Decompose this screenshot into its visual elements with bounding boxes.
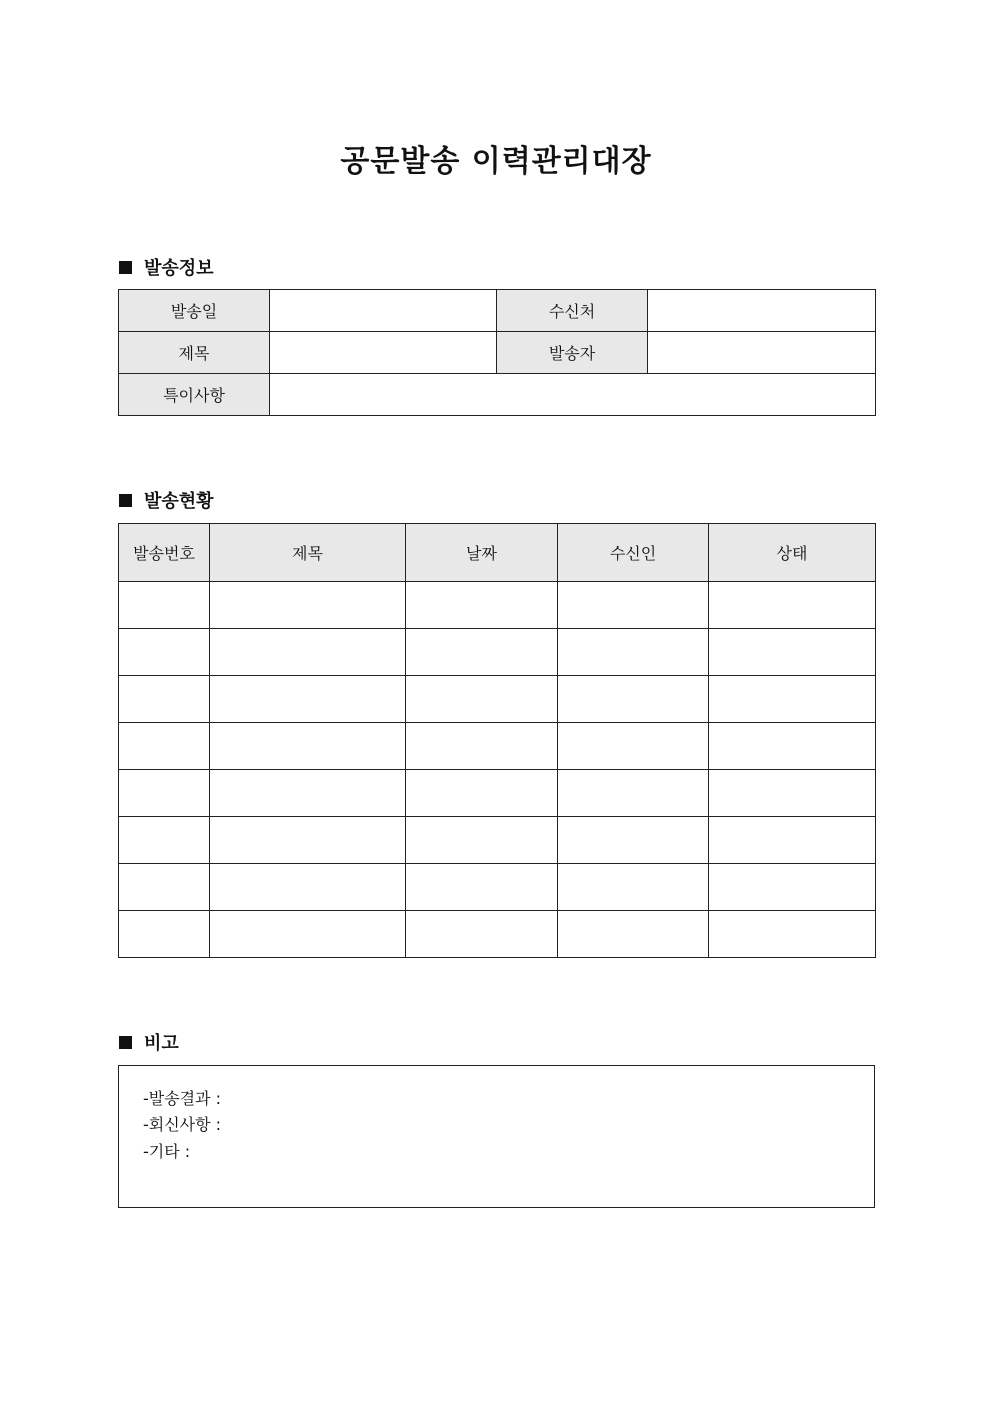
send-status-heading xyxy=(119,487,214,513)
table-cell[interactable] xyxy=(406,582,558,629)
table-row xyxy=(119,723,876,770)
table-cell[interactable] xyxy=(210,864,406,911)
table-cell[interactable] xyxy=(558,629,709,676)
send-status-table xyxy=(118,523,876,958)
table-cell[interactable] xyxy=(709,629,876,676)
table-cell[interactable] xyxy=(406,676,558,723)
col-header-date: 날짜 xyxy=(406,524,558,582)
table-cell[interactable] xyxy=(119,629,210,676)
send-info-table xyxy=(118,289,876,416)
col-header-send-number: 발송번호 xyxy=(119,524,210,582)
recipient-label: 수신처 xyxy=(497,290,648,332)
table-cell[interactable] xyxy=(119,582,210,629)
note-other: -기타 : xyxy=(143,1142,191,1161)
note-send-result: -발송결과 : xyxy=(143,1089,222,1108)
send-date-label: 발송일 xyxy=(119,290,270,332)
notes-box[interactable] xyxy=(118,1065,875,1208)
table-cell[interactable] xyxy=(406,723,558,770)
table-row xyxy=(119,911,876,958)
table-cell[interactable] xyxy=(119,911,210,958)
table-cell[interactable] xyxy=(406,770,558,817)
table-cell[interactable] xyxy=(210,676,406,723)
send-info-heading xyxy=(119,254,214,280)
table-cell[interactable] xyxy=(709,817,876,864)
table-cell[interactable] xyxy=(210,582,406,629)
table-cell[interactable] xyxy=(709,864,876,911)
table-cell[interactable] xyxy=(406,864,558,911)
table-cell[interactable] xyxy=(709,582,876,629)
table-cell[interactable] xyxy=(558,817,709,864)
table-cell[interactable] xyxy=(558,582,709,629)
table-cell[interactable] xyxy=(558,864,709,911)
table-cell[interactable] xyxy=(210,911,406,958)
remarks-label: 특이사항 xyxy=(119,374,270,416)
table-cell[interactable] xyxy=(709,911,876,958)
sender-field[interactable] xyxy=(648,332,876,374)
page-title: 공문발송 이력관리대장 xyxy=(340,144,652,179)
table-cell[interactable] xyxy=(119,770,210,817)
table-cell[interactable] xyxy=(709,676,876,723)
table-row xyxy=(119,676,876,723)
table-cell[interactable] xyxy=(406,911,558,958)
col-header-status: 상태 xyxy=(709,524,876,582)
send-info-heading-label: 발송정보 xyxy=(144,258,214,279)
subject-label: 제목 xyxy=(119,332,270,374)
square-bullet-icon xyxy=(119,494,132,507)
table-cell[interactable] xyxy=(406,817,558,864)
square-bullet-icon xyxy=(119,261,132,274)
square-bullet-icon xyxy=(119,1036,132,1049)
notes-heading-label: 비고 xyxy=(144,1033,179,1054)
col-header-recipient: 수신인 xyxy=(558,524,709,582)
table-cell[interactable] xyxy=(119,817,210,864)
table-cell[interactable] xyxy=(210,629,406,676)
table-cell[interactable] xyxy=(119,723,210,770)
table-cell[interactable] xyxy=(558,911,709,958)
table-row xyxy=(119,864,876,911)
note-reply: -회신사항 : xyxy=(143,1115,222,1134)
table-row xyxy=(119,817,876,864)
table-cell[interactable] xyxy=(709,770,876,817)
table-row xyxy=(119,770,876,817)
table-row xyxy=(119,629,876,676)
remarks-field[interactable] xyxy=(270,374,876,416)
table-cell[interactable] xyxy=(210,723,406,770)
send-date-field[interactable] xyxy=(270,290,497,332)
col-header-subject: 제목 xyxy=(210,524,406,582)
table-cell[interactable] xyxy=(210,817,406,864)
table-cell[interactable] xyxy=(558,770,709,817)
table-cell[interactable] xyxy=(119,864,210,911)
table-cell[interactable] xyxy=(210,770,406,817)
table-cell[interactable] xyxy=(558,723,709,770)
table-cell[interactable] xyxy=(406,629,558,676)
recipient-field[interactable] xyxy=(648,290,876,332)
table-row xyxy=(119,582,876,629)
notes-heading xyxy=(119,1029,179,1055)
send-status-heading-label: 발송현황 xyxy=(144,491,214,512)
table-cell[interactable] xyxy=(558,676,709,723)
sender-label: 발송자 xyxy=(497,332,648,374)
table-cell[interactable] xyxy=(119,676,210,723)
subject-field[interactable] xyxy=(270,332,497,374)
send-status-rows xyxy=(119,582,876,958)
table-cell[interactable] xyxy=(709,723,876,770)
